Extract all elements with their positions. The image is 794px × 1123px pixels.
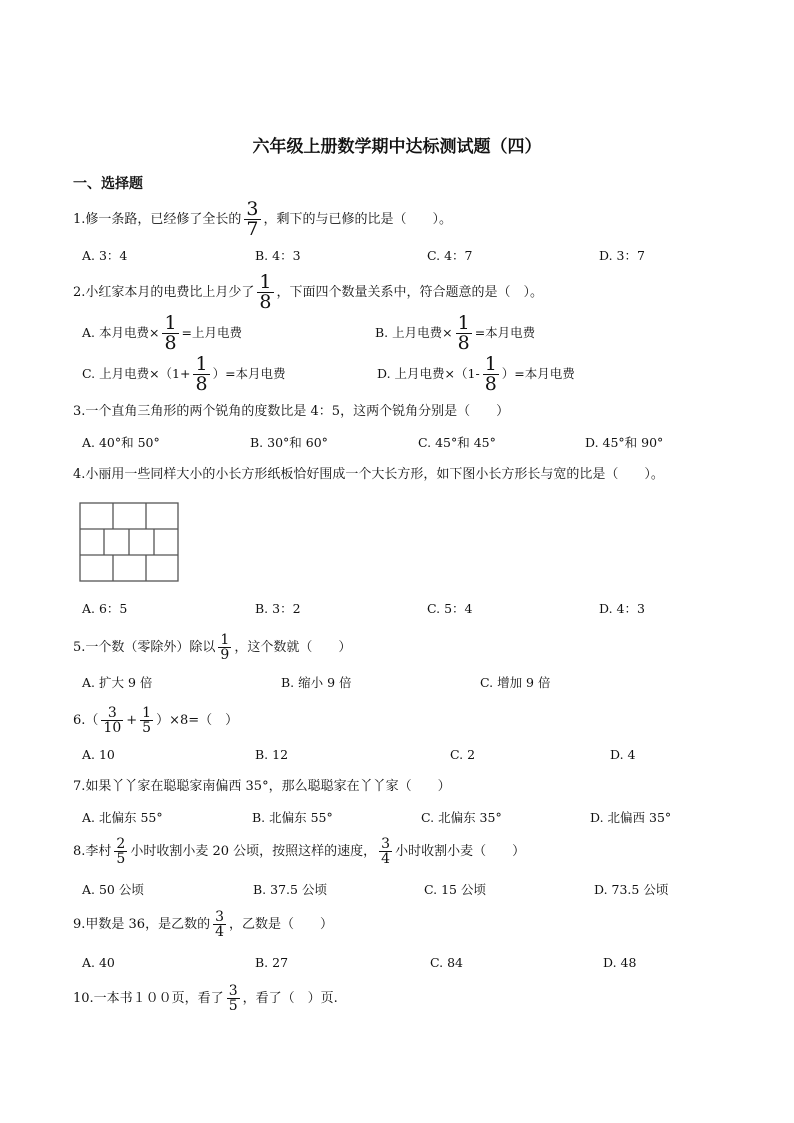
q6-text-pre: 6.（	[73, 713, 99, 728]
q8-option-a[interactable]: A. 50 公顷	[82, 882, 144, 897]
fraction-denominator: 4	[381, 851, 391, 867]
fraction-numerator: 3	[215, 909, 224, 925]
q4-option-d[interactable]: D. 4：3	[599, 601, 645, 616]
question-10	[73, 984, 338, 1013]
q1-option-d[interactable]: D. 3：7	[599, 248, 645, 263]
q7-option-a[interactable]: A. 北偏东 55°	[82, 810, 163, 825]
fraction-denominator: 5	[116, 851, 126, 867]
option-text: =本月电费	[474, 325, 536, 340]
q8-option-c[interactable]: C. 15 公顷	[424, 882, 486, 897]
option-text: =上月电费	[181, 325, 243, 340]
fraction-numerator: 1	[195, 353, 208, 375]
q6-text-post: ）×8=（ ）	[156, 713, 239, 728]
q3-option-a[interactable]: A. 40°和 50°	[82, 435, 160, 450]
q9-option-a[interactable]: A. 40	[82, 955, 115, 970]
fraction-denominator: 5	[228, 998, 238, 1014]
fraction-denominator: 8	[259, 291, 272, 313]
q9-text-post: ，乙数是（ ）	[229, 917, 334, 932]
fraction-numerator: 1	[259, 271, 272, 293]
q5-option-b[interactable]: B. 缩小 9 倍	[281, 675, 352, 690]
q7-option-b[interactable]: B. 北偏东 55°	[252, 810, 333, 825]
question-3: 3.一个直角三角形的两个锐角的度数比是 4：5，这两个锐角分别是（ ）	[73, 404, 510, 419]
q4-option-a[interactable]: A. 6：5	[82, 601, 128, 616]
q5-text-pre: 5.一个数（零除外）除以	[73, 640, 216, 655]
q2-fraction	[257, 273, 273, 312]
option-text: ）=本月电费	[501, 366, 575, 381]
q9-option-c[interactable]: C. 84	[430, 955, 463, 970]
section-heading: 一、选择题	[73, 176, 143, 192]
q4-option-c[interactable]: C. 5：4	[427, 601, 473, 616]
q1-text-pre: 1.修一条路，已经修了全长的	[73, 212, 242, 227]
q10-text-pre: 10.一本书１００页，看了	[73, 991, 224, 1006]
fraction-denominator: 4	[215, 924, 224, 940]
q8-fraction-2	[379, 837, 392, 866]
q5-option-a[interactable]: A. 扩大 9 倍	[82, 675, 153, 690]
q10-text-post: ，看了（ ）页.	[242, 991, 338, 1006]
q6-plus: +	[126, 713, 138, 728]
q1-fraction	[244, 200, 260, 239]
question-2	[73, 273, 543, 312]
q9-option-d[interactable]: D. 48	[603, 955, 637, 970]
q9-fraction	[213, 910, 226, 939]
option-fraction	[456, 314, 472, 353]
question-4: 4.小丽用一些同样大小的小长方形纸板恰好围成一个大长方形，如下图小长方形长与宽的比是（ ）。	[73, 467, 664, 482]
fraction-numerator: 2	[116, 836, 126, 852]
q4-option-b[interactable]: B. 3：2	[255, 601, 301, 616]
question-8	[73, 837, 525, 866]
option-text: A. 本月电费×	[82, 325, 160, 340]
q8-text-mid: 小时收割小麦 20 公顷，按照这样的速度，	[130, 844, 377, 859]
fraction-denominator: 10	[103, 720, 122, 736]
fraction-numerator: 3	[246, 198, 259, 220]
fraction-denominator: 8	[484, 373, 497, 395]
fraction-numerator: 3	[381, 836, 391, 852]
fraction-denominator: 8	[164, 332, 177, 354]
q2-option-d[interactable]	[377, 355, 575, 394]
q3-option-d[interactable]: D. 45°和 90°	[585, 435, 664, 450]
q5-option-c[interactable]: C. 增加 9 倍	[480, 675, 551, 690]
fraction-numerator: 1	[457, 312, 470, 334]
option-text: B. 上月电费×	[375, 325, 453, 340]
fraction-denominator: 9	[220, 647, 230, 663]
option-fraction	[193, 355, 209, 394]
q1-option-b[interactable]: B. 4：3	[255, 248, 301, 263]
fraction-numerator: 1	[220, 632, 230, 648]
q9-option-b[interactable]: B. 27	[255, 955, 289, 970]
q5-fraction	[218, 633, 231, 662]
fraction-numerator: 3	[107, 705, 117, 721]
q8-option-d[interactable]: D. 73.5 公顷	[594, 882, 669, 897]
q6-fraction-2	[140, 706, 153, 735]
fraction-denominator: 5	[142, 720, 152, 736]
option-fraction	[162, 314, 178, 353]
q6-option-a[interactable]: A. 10	[82, 747, 115, 762]
q6-option-d[interactable]: D. 4	[610, 747, 636, 762]
fraction-denominator: 7	[246, 218, 259, 240]
question-6	[73, 706, 238, 735]
q2-option-c[interactable]	[82, 355, 286, 394]
q9-text-pre: 9.甲数是 36，是乙数的	[73, 917, 211, 932]
rectangles-figure	[79, 502, 180, 582]
q2-text-post: ，下面四个数量关系中，符合题意的是（ ）。	[276, 285, 544, 300]
q8-text-pre: 8.李村	[73, 844, 112, 859]
q7-option-d[interactable]: D. 北偏西 35°	[590, 810, 672, 825]
q10-fraction	[227, 984, 240, 1013]
question-5	[73, 633, 351, 662]
q6-fraction-1	[101, 706, 123, 735]
option-fraction	[483, 355, 499, 394]
q2-text-pre: 2.小红家本月的电费比上月少了	[73, 285, 255, 300]
q2-option-b[interactable]	[375, 314, 535, 353]
fraction-denominator: 8	[457, 332, 470, 354]
option-text: ）=本月电费	[212, 366, 286, 381]
page-title: 六年级上册数学期中达标测试题（四）	[252, 137, 542, 157]
question-7: 7.如果丫丫家在聪聪家南偏西 35°，那么聪聪家在丫丫家（ ）	[73, 779, 451, 794]
option-text: C. 上月电费×（1+	[82, 366, 191, 381]
q7-option-c[interactable]: C. 北偏东 35°	[421, 810, 502, 825]
q3-option-b[interactable]: B. 30°和 60°	[250, 435, 328, 450]
q1-option-c[interactable]: C. 4：7	[427, 248, 473, 263]
q3-option-c[interactable]: C. 45°和 45°	[418, 435, 496, 450]
q6-option-c[interactable]: C. 2	[450, 747, 476, 762]
q5-text-post: ，这个数就（ ）	[234, 640, 352, 655]
question-1	[73, 200, 452, 239]
fraction-numerator: 1	[164, 312, 177, 334]
q1-text-post: ，剩下的与已修的比是（ ）。	[263, 212, 453, 227]
q6-option-b[interactable]: B. 12	[255, 747, 289, 762]
q2-option-a[interactable]	[82, 314, 242, 353]
option-text: D. 上月电费×（1-	[377, 366, 480, 381]
fraction-denominator: 8	[195, 373, 208, 395]
fraction-numerator: 3	[228, 983, 238, 999]
q8-text-post: 小时收割小麦（ ）	[395, 844, 526, 859]
q8-option-b[interactable]: B. 37.5 公顷	[253, 882, 327, 897]
fraction-numerator: 1	[484, 353, 497, 375]
q8-fraction-1	[114, 837, 127, 866]
q1-option-a[interactable]: A. 3：4	[82, 248, 128, 263]
question-9	[73, 910, 333, 939]
fraction-numerator: 1	[142, 705, 152, 721]
